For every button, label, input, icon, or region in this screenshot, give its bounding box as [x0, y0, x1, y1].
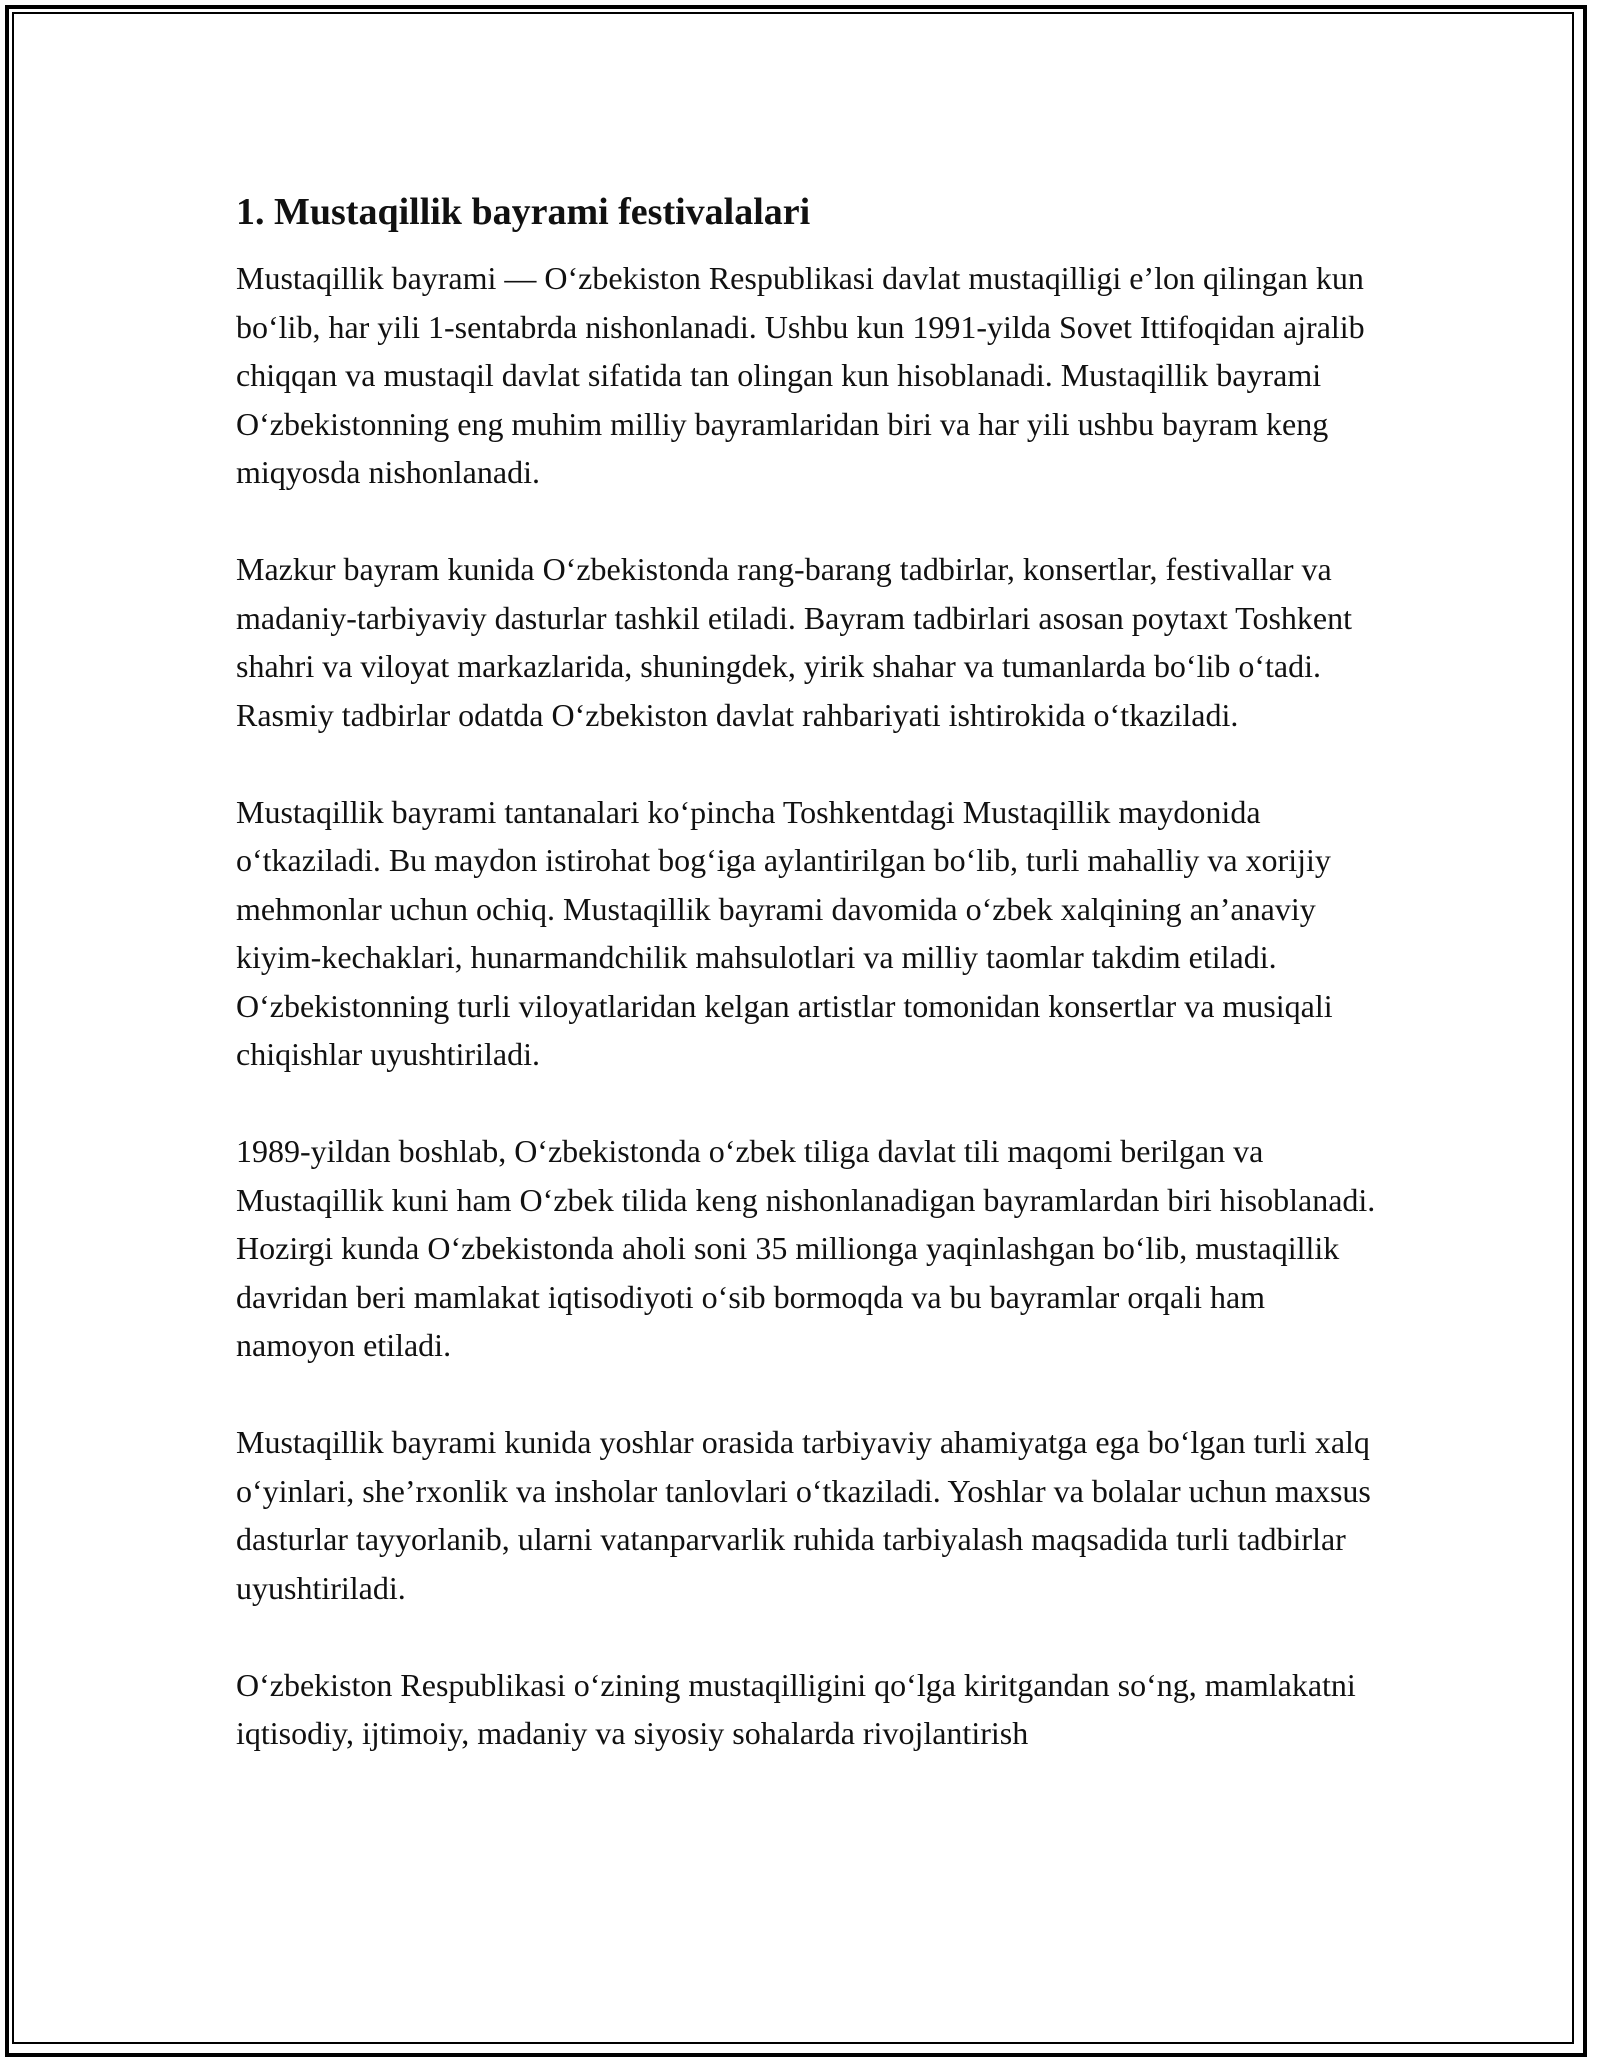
paragraph-6: O‘zbekiston Respublikasi o‘zining mustaqilligini qo‘lga kiritgandan so‘ng, mamlakatni iqtisodiy, ijtimoiy, madaniy va siyosiy sohalarda rivojlantirish — [236, 1666, 1356, 1751]
section-heading: 1. Mustaqillik bayrami festivalalari — [236, 191, 811, 233]
paragraph-3: Mustaqillik bayrami tantanalari ko‘pincha Toshkentdagi Mustaqillik maydonida o‘tkaziladi. Bu maydon istirohat bog‘iga aylantirilgan bo‘lib, turli mahalliy va xorijiy mehmonlar uchun ochiq. Mustaqillik bayrami davomida o‘zbek xalqining an’anaviy kiyim-kechaklari, hunarmandchilik mahsulotlari va milliy taomlar takdim etiladi. O‘zbekistonning turli viloyatlaridan kelgan artistlar tomonidan konsertlar va musiqali chiqishlar uyushtiriladi. — [236, 793, 1333, 1072]
paragraph-1: Mustaqillik bayrami — O‘zbekiston Respublikasi davlat mustaqilligi e’lon qilingan kun bo‘lib, har yili 1-sentabrda nishonlanadi. Ushbu kun 1991-yilda Sovet Ittifoqidan ajralib chiqqan va mustaqil davlat sifatida tan olingan kun hisoblanadi. Mustaqillik bayrami O‘zbekistonning eng muhim milliy bayramlaridan biri va har yili ushbu bayram keng miqyosda nishonlanadi. — [236, 260, 1365, 490]
document-body — [236, 186, 1376, 1806]
paragraph-2: Mazkur bayram kunida O‘zbekistonda rang-barang tadbirlar, konsertlar, festivallar va madaniy-tarbiyaviy dasturlar tashkil etiladi. Bayram tadbirlari asosan poytaxt Toshkent shahri va viloyat markazlarida, shuningdek, yirik shahar va tumanlarda bo‘lib o‘tadi. Rasmiy tadbirlar odatda O‘zbekiston davlat rahbariyati ishtirokida o‘tkaziladi. — [236, 551, 1352, 733]
paragraph-5: Mustaqillik bayrami kunida yoshlar orasida tarbiyaviy ahamiyatga ega bo‘lgan turli xalq o‘yinlari, she’rxonlik va insholar tanlovlari o‘tkaziladi. Yoshlar va bolalar uchun maxsus dasturlar tayyorlanib, ularni vatanparvarlik ruhida tarbiyalash maqsadida turli tadbirlar uyushtiriladi. — [236, 1424, 1371, 1606]
paragraph-4: 1989-yildan boshlab, O‘zbekistonda o‘zbek tiliga davlat tili maqomi berilgan va Mustaqillik kuni ham O‘zbek tilida keng nishonlanadigan bayramlardan biri hisoblanadi. Hozirgi kunda O‘zbekistonda aholi soni 35 millionga yaqinlashgan bo‘lib, mustaqillik davridan beri mamlakat iqtisodiyoti o‘sib bormoqda va bu bayramlar orqali ham namoyon etiladi. — [236, 1133, 1376, 1363]
